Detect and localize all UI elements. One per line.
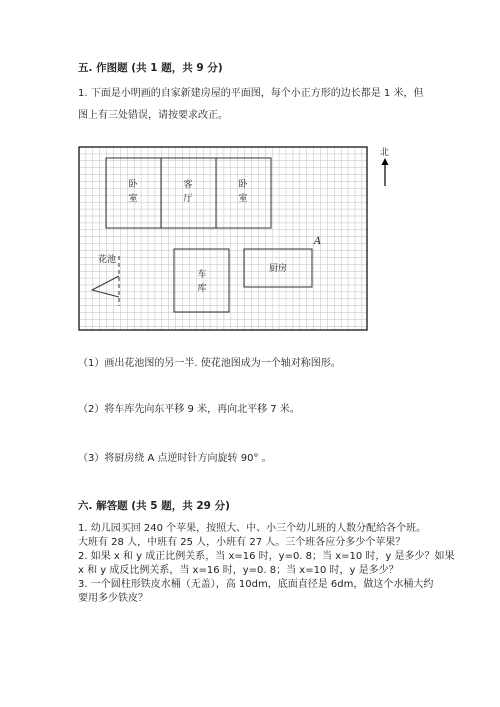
north-label: 北 [380,148,390,158]
kitchen-label: 厨房 [268,264,288,274]
section6-line-5: 3. 一个圆柱形铁皮水桶（无盖），高 10dm，底面直径是 6dm，做这个水桶大约 [78,579,434,590]
question-1-line-2: 图上有三处错误，请按要求改正。 [78,110,228,121]
bedroom-1-outline [106,158,161,228]
section6-line-2: 大班有 28 人，中班有 25 人，小班有 27 人。三个班各应分多少个苹果？ [78,537,406,548]
garage-label-top: 车 [197,270,207,280]
floor-plan-figure [78,146,368,331]
sub-question-1: （1）画出花池图的另一半. 使花池图成为一个轴对称图形。 [78,358,341,369]
pond-half-shape [92,276,119,297]
section6-line-1: 1. 幼儿园买回 240 个苹果，按照大、中、小三个幼儿班的人数分配给各个班。 [78,523,427,534]
living-room-label-top: 客 [183,180,193,190]
section6-line-3: 2. 如果 x 和 y 成正比例关系，当 x=16 时，y=0. 8；当 x=10 时，y 是多少？如果 [78,551,455,562]
bedroom-1-label-bottom: 室 [128,194,138,204]
pond-label: 花池 [97,255,117,265]
sub-question-3: （3）将厨房绕 A 点逆时针方向旋转 90° 。 [78,453,272,464]
north-arrow-icon [380,158,390,188]
living-room-label-bottom: 厅 [183,194,193,204]
section6-heading: 六. 解答题 (共 5 题，共 29 分) [78,500,230,512]
grid-lines [79,147,367,330]
bedroom-2-label-bottom: 室 [238,194,248,204]
bedroom-2-label-top: 卧 [238,180,248,190]
question-1-line-1: 1. 下面是小明画的自家新建房屋的平面图，每个小正方形的边长都是 1 米，但 [78,88,424,99]
section6-line-4: x 和 y 成反比例关系，当 x=16 时，y=0. 8；当 x=10 时，y 是多少？ [78,565,399,576]
bedroom-2-outline [216,158,271,228]
living-room-outline [161,158,216,228]
section6-line-6: 要用多少铁皮？ [78,593,148,604]
sub-question-2: （2）将车库先向东平移 9 米，再向北平移 7 米。 [78,404,300,415]
section5-heading: 五. 作图题 (共 1 题，共 9 分) [78,62,223,74]
garage-label-bottom: 库 [197,284,207,294]
bedroom-1-label-top: 卧 [128,180,138,190]
point-a-label: A [314,236,322,247]
